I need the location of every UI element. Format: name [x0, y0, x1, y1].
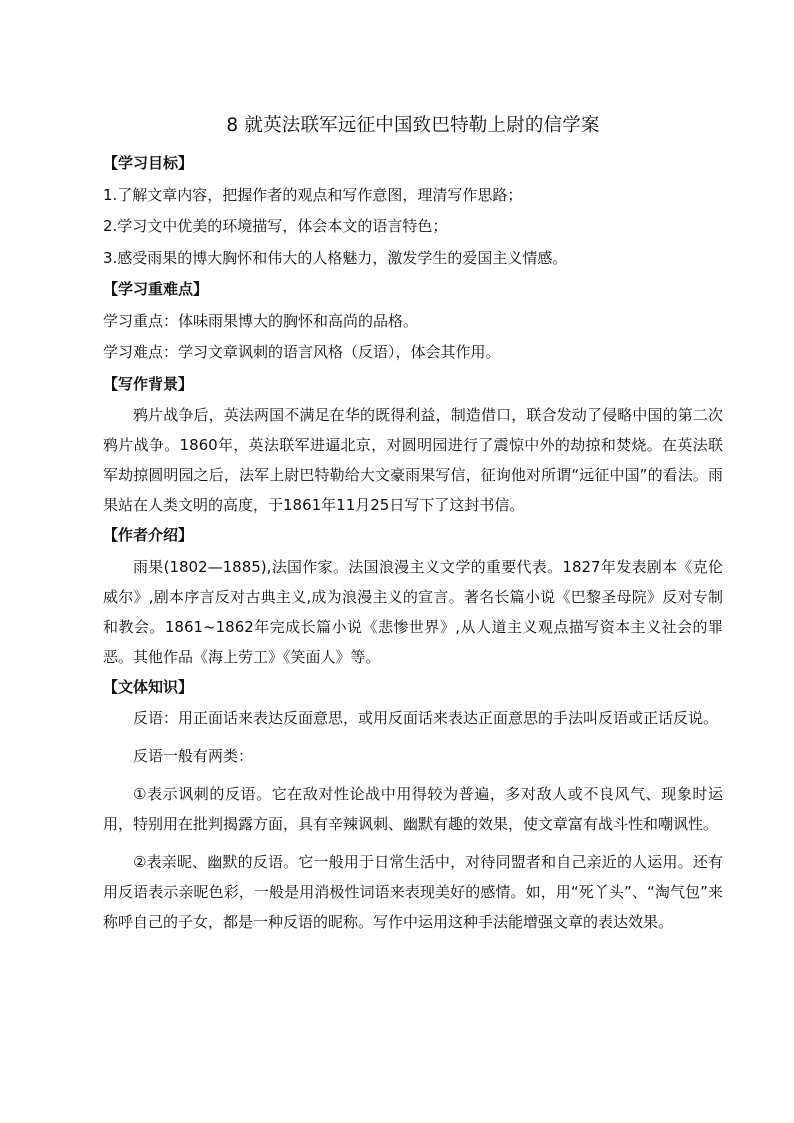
section-author-introduction	[103, 520, 723, 672]
learning-goal-item: 3.感受雨果的博大胸怀和伟大的人格魅力，激发学生的爱国主义情感。	[103, 248, 568, 267]
irony-type-satirical: ①表示讽刺的反语。它在敌对性论战中用得较为普遍，多对敌人或不良风气、现象时运用，特别用在批判揭露方面，具有辛辣讽刺、幽默有趣的效果，使文章富有战斗性和嘲讽性。	[103, 785, 723, 833]
section-genre-knowledge	[103, 672, 723, 938]
irony-definition-paragraph: 反语：用正面话来表达反面意思，或用反面话来表达正面意思的手法叫反语或正话反说。	[133, 709, 719, 727]
author-introduction-heading: 【作者介绍】	[103, 526, 194, 544]
genre-knowledge-heading: 【文体知识】	[103, 677, 194, 696]
key-point-item: 学习重点：体味雨果博大的胸怀和高尚的品格。	[103, 311, 419, 330]
section-key-points	[103, 274, 723, 369]
irony-type-affectionate: ②表亲昵、幽默的反语。它一般用于日常生活中，对待同盟者和自己亲近的人运用。还有用反语表示亲昵色彩，一般是用消极性词语来表现美好的感情。如，用“死丫头”、“淘气包”来称呼自己的子女，都是一种反语的昵称。写作中运用这种手法能增强文章的表达效果。	[103, 853, 723, 931]
writing-background-heading: 【写作背景】	[103, 374, 194, 393]
writing-background-paragraph: 鸦片战争后，英法两国不满足在华的既得利益，制造借口，联合发动了侵略中国的第二次鸦片战争。1860年，英法联军进逼北京，对圆明园进行了震惊中外的劫掠和焚烧。在英法联军劫掠圆明园之后，法军上尉巴特勒给大文豪雨果写信，征询他对所谓“远征中国”的看法。雨果站在人类文明的高度，于1861年11月25日写下了这封书信。	[103, 406, 723, 514]
difficult-point-item: 学习难点：学习文章讽刺的语言风格（反语），体会其作用。	[103, 343, 501, 361]
section-learning-goals	[103, 148, 723, 274]
key-points-heading: 【学习重难点】	[103, 280, 209, 298]
learning-goal-item: 2.学习文中优美的环境描写，体会本文的语言特色；	[103, 217, 448, 235]
author-introduction-paragraph: 雨果(1802—1885),法国作家。法国浪漫主义文学的重要代表。1827年发表剧本《克伦威尔》,剧本序言反对古典主义,成为浪漫主义的宣言。著名长篇小说《巴黎圣母院》反对专制和教会。1861~1862年完成长篇小说《悲惨世界》,从人道主义观点描写资本主义社会的罪恶。其他作品《海上劳工》《笑面人》等。	[103, 557, 723, 666]
learning-goals-heading: 【学习目标】	[103, 154, 194, 172]
irony-types-intro: 反语一般有两类：	[133, 747, 254, 765]
section-writing-background	[103, 369, 723, 521]
learning-goal-item: 1.了解文章内容，把握作者的观点和写作意图，理清写作思路；	[103, 185, 523, 204]
document-page	[103, 113, 723, 937]
document-title: 8 就英法联军远征中国致巴特勒上尉的信学案	[226, 115, 600, 136]
